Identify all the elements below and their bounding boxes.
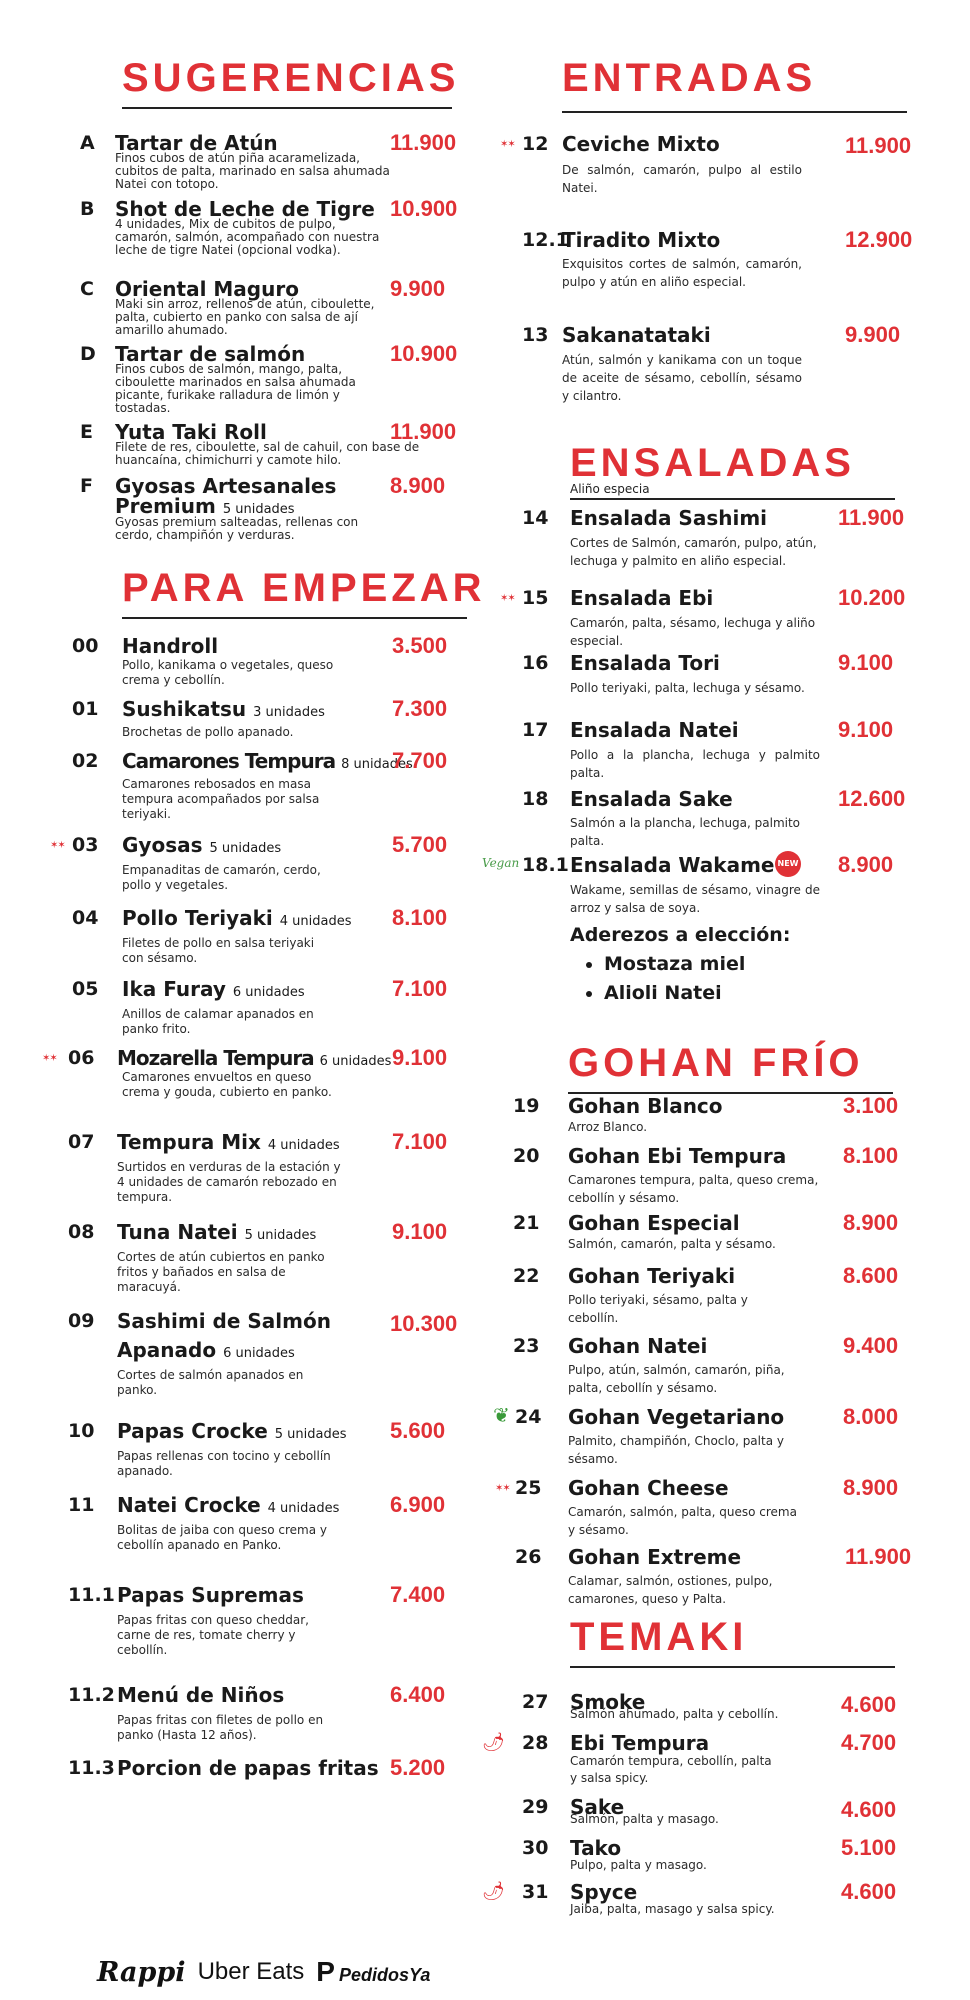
item-name: Ensalada Wakame	[570, 853, 775, 877]
section-title: ENTRADAS	[562, 56, 817, 100]
item-name: Tuna Natei 5 unidades	[117, 1220, 317, 1244]
item-price: 7.100	[392, 976, 448, 1001]
rappi-logo: Rappi	[97, 1956, 186, 1988]
item-price: 11.900	[845, 133, 912, 158]
item-price: 5.200	[390, 1755, 446, 1780]
item-price: 9.100	[392, 1045, 448, 1070]
item-code: 26	[515, 1546, 542, 1568]
pedidosya-logo: P PedidosYa	[316, 1956, 431, 1987]
item-description: Pollo teriyaki, palta, lechuga y sésamo.	[570, 681, 805, 695]
item-description: Arroz Blanco.	[568, 1120, 648, 1134]
item-code: 05	[72, 978, 99, 1000]
item-code: 18	[522, 788, 549, 810]
section-gohan-frio	[568, 1040, 893, 1094]
item-code: 06	[68, 1047, 95, 1069]
item-price: 8.900	[843, 1210, 899, 1235]
item-code: 03	[72, 834, 99, 856]
item-code: 04	[72, 907, 99, 929]
item-price: 3.100	[843, 1093, 899, 1118]
divider	[562, 111, 907, 113]
section-ensaladas	[570, 440, 895, 500]
item-name: Tako	[570, 1836, 622, 1860]
item-price: 8.900	[390, 473, 446, 498]
item-code: 08	[68, 1221, 95, 1243]
item-code: 23	[513, 1335, 540, 1357]
item-units: 6 unidades	[319, 1054, 392, 1069]
item-name: Gohan Ebi Tempura	[568, 1144, 787, 1168]
item-code: 31	[522, 1881, 549, 1903]
item-name: Papas Crocke 5 unidades	[117, 1419, 347, 1443]
item-name: Camarones Tempura 8 unidades	[122, 749, 413, 773]
item-name-line2: Premium 5 unidades	[115, 494, 295, 518]
item-name: Gohan Teriyaki	[568, 1264, 736, 1288]
item-code: 17	[522, 719, 549, 741]
item-name: Gohan Extreme	[568, 1545, 742, 1569]
section-title: PARA EMPEZAR	[122, 566, 486, 610]
item-units: 5 unidades	[222, 502, 295, 517]
item-code: D	[80, 343, 96, 365]
item-name: Sakanatataki	[562, 323, 711, 347]
item-code: 12	[522, 133, 549, 155]
item-price: 11.900	[390, 130, 457, 155]
item-name: Gohan Natei	[568, 1334, 708, 1358]
item-description: Wakame, semillas de sésamo, vinagre de arroz y salsa de soya.	[570, 883, 820, 915]
item-price: 8.100	[392, 905, 448, 930]
uber-eats-logo: Uber Eats	[197, 1958, 305, 1985]
item-code: 21	[513, 1212, 540, 1234]
item-price: 12.900	[845, 227, 913, 252]
chef-recommend-icon: ✶✶	[495, 1483, 510, 1494]
aderezos-title: Aderezos a elección:	[570, 924, 791, 946]
item-units: 5 unidades	[209, 841, 282, 856]
item-code: 13	[522, 324, 549, 346]
item-code: 12.1	[522, 229, 569, 251]
item-price: 11.900	[845, 1544, 912, 1569]
item-name: Menú de Niños	[117, 1683, 285, 1707]
item-name: Yuta Taki Roll	[115, 420, 267, 444]
item-price: 10.900	[390, 196, 458, 221]
item-name: Ensalada Sashimi	[570, 506, 768, 530]
item-name: Ensalada Ebi	[570, 586, 714, 610]
item-description: Camarón, salmón, palta, queso crema y sésamo.	[568, 1505, 797, 1537]
item-description: Camarón tempura, cebollín, palta y salsa spicy.	[570, 1754, 772, 1785]
item-description: Pulpo, atún, salmón, camarón, piña, palta, cebollín y sésamo.	[568, 1363, 785, 1395]
item-description: Papas rellenas con tocino y cebollín apanado.	[117, 1449, 331, 1478]
item-price: 8.900	[838, 852, 894, 877]
item-name: Ensalada Sake	[570, 787, 733, 811]
item-description: Filete de res, ciboulette, sal de cahuil, con base de huancaína, chimichurri y camote hilo.	[115, 440, 420, 467]
item-name: Papas Supremas	[117, 1583, 304, 1607]
section-sugerencias	[122, 55, 460, 109]
item-units: 5 unidades	[274, 1427, 347, 1442]
item-description: Anillos de calamar apanados en panko frito.	[122, 1007, 314, 1036]
section-temaki	[570, 1614, 895, 1668]
chili-icon: 🌶	[482, 1881, 505, 1902]
item-code: 11	[68, 1494, 95, 1516]
divider	[122, 617, 467, 619]
item-code: E	[80, 421, 93, 443]
item-price: 9.900	[390, 276, 446, 301]
item-name: Ceviche Mixto	[562, 132, 720, 156]
item-units: 4 unidades	[279, 914, 352, 929]
item-price: 4.600	[841, 1879, 897, 1904]
divider	[122, 107, 452, 109]
item-name: Porcion de papas fritas	[117, 1756, 379, 1780]
item-description: Brochetas de pollo apanado.	[122, 725, 294, 739]
chef-recommend-icon: ✶✶	[500, 593, 515, 604]
divider	[570, 498, 895, 500]
chef-recommend-icon: ✶✶	[500, 139, 515, 150]
item-description: Pollo teriyaki, sésamo, palta y cebollín.	[568, 1293, 748, 1325]
item-name-line2: Apanado 6 unidades	[117, 1338, 295, 1362]
item-price: 5.700	[392, 832, 448, 857]
item-units: 6 unidades	[232, 985, 305, 1000]
item-name: Oriental Maguro	[115, 277, 299, 301]
item-code: 18.1	[522, 854, 569, 876]
item-name: Smoke	[570, 1690, 646, 1714]
item-description: Camarones rebosados en masa tempura acompañados por salsa teriyaki.	[122, 777, 320, 821]
item-description: Pollo, kanikama o vegetales, queso crema y cebollín.	[122, 658, 334, 687]
item-name: Natei Crocke 4 unidades	[117, 1493, 340, 1517]
item-name: Pollo Teriyaki 4 unidades	[122, 906, 352, 930]
section-title: TEMAKI	[570, 1615, 748, 1659]
item-description: Palmito, champiñón, Choclo, palta y sésamo.	[568, 1434, 784, 1466]
item-code: A	[80, 132, 95, 154]
chef-recommend-icon: ✶✶	[42, 1053, 57, 1064]
section-title: ENSALADAS	[570, 441, 855, 485]
item-price: 4.600	[841, 1692, 897, 1717]
item-description: Salmón, camarón, palta y sésamo.	[568, 1237, 776, 1251]
item-name: Sashimi de Salmón	[117, 1309, 331, 1333]
item-name: Tartar de Atún	[115, 131, 278, 155]
item-code: 00	[72, 635, 99, 657]
item-name: Gohan Cheese	[568, 1476, 729, 1500]
item-description: Papas fritas con queso cheddar, carne de res, tomate cherry y cebollín.	[117, 1613, 309, 1657]
vegetarian-leaf-icon: ❦	[493, 1403, 510, 1427]
item-code: 19	[513, 1095, 540, 1117]
aderezos-block	[570, 924, 870, 1008]
section-title: GOHAN FRÍO	[568, 1041, 864, 1085]
item-price: 7.100	[392, 1129, 448, 1154]
aderezos-list	[570, 950, 870, 1008]
item-name: Gohan Especial	[568, 1211, 740, 1235]
section-entradas	[562, 55, 907, 113]
item-code: C	[80, 278, 94, 300]
item-code: 27	[522, 1691, 549, 1713]
item-description: 4 unidades, Mix de cubitos de pulpo, camarón, salmón, acompañado con nuestra leche de tigre Natei (opcional vodka).	[115, 217, 380, 257]
divider	[570, 1666, 895, 1668]
item-name: Ika Furay 6 unidades	[122, 977, 305, 1001]
item-price: 8.900	[843, 1475, 899, 1500]
item-units: 8 unidades	[341, 757, 413, 772]
item-price: 9.900	[845, 322, 901, 347]
item-description: Finos cubos de salmón, mango, palta, ciboulette marinados en salsa ahumada picante, furikake ralladura de limón y tostadas.	[115, 362, 356, 415]
item-code: 09	[68, 1310, 95, 1332]
item-description: Surtidos en verduras de la estación y 4 unidades de camarón rebozado en tempura.	[117, 1160, 341, 1204]
item-price: 9.100	[392, 1219, 448, 1244]
item-price: 6.400	[390, 1682, 446, 1707]
item-name: Shot de Leche de Tigre	[115, 197, 375, 221]
item-code: 11.2	[68, 1684, 115, 1706]
item-price: 7.400	[390, 1582, 446, 1607]
item-description: Papas fritas con filetes de pollo en panko (Hasta 12 años).	[117, 1713, 324, 1742]
item-price: 3.500	[392, 633, 448, 658]
item-description: Bolitas de jaiba con queso crema y cebollín apanado en Panko.	[117, 1523, 327, 1552]
item-description: Filetes de pollo en salsa teriyaki con sésamo.	[122, 936, 315, 965]
item-name: Gohan Vegetariano	[568, 1405, 785, 1429]
item-name: Sushikatsu 3 unidades	[122, 697, 325, 721]
item-price: 8.100	[843, 1143, 899, 1168]
item-price: 11.900	[390, 419, 457, 444]
item-price: 9.100	[838, 717, 894, 742]
item-price: 10.200	[838, 585, 906, 610]
chef-recommend-icon: ✶✶	[50, 840, 65, 851]
item-name: Mozarella Tempura 6 unidades	[117, 1046, 392, 1070]
item-price: 5.600	[390, 1418, 446, 1443]
item-name: Tiradito Mixto	[562, 228, 721, 252]
item-price: 10.900	[390, 341, 458, 366]
item-price: 12.600	[838, 786, 906, 811]
item-code: 14	[522, 507, 549, 529]
item-code: 22	[513, 1265, 540, 1287]
item-price: 6.900	[390, 1492, 446, 1517]
section-title: SUGERENCIAS	[122, 56, 460, 100]
item-units: 5 unidades	[244, 1228, 317, 1243]
item-name: Gyosas 5 unidades	[122, 833, 282, 857]
aderezo-item: • Mostaza miel	[604, 950, 870, 979]
item-code: 30	[522, 1837, 549, 1859]
item-units: 6 unidades	[223, 1346, 295, 1361]
item-description: Pollo a la plancha, lechuga y palmito palta.	[570, 748, 820, 780]
item-name: Sake	[570, 1795, 625, 1819]
item-units: 4 unidades	[267, 1501, 340, 1516]
item-description: Exquisitos cortes de salmón, camarón, pulpo y atún en aliño especial.	[562, 257, 802, 289]
item-code: 24	[515, 1406, 542, 1428]
delivery-logos	[97, 1955, 442, 1989]
item-code: 25	[515, 1477, 542, 1499]
item-code: 16	[522, 652, 549, 674]
item-description: Atún, salmón y kanikama con un toque de aceite de sésamo, cebollín, sésamo y cilantro.	[562, 353, 802, 403]
item-price: 10.300	[390, 1311, 458, 1336]
item-code: 01	[72, 698, 99, 720]
new-badge-icon: NEW	[775, 851, 801, 877]
item-code: B	[80, 198, 95, 220]
item-description: Cortes de salmón apanados en panko.	[117, 1368, 304, 1397]
item-name: Ensalada Tori	[570, 651, 720, 675]
item-price: 11.900	[838, 505, 905, 530]
item-description: Finos cubos de atún piña acaramelizada, cubitos de palta, marinado en salsa ahumada Natei con totopo.	[115, 151, 390, 191]
item-description: Camarón, palta, sésamo, lechuga y aliño especial.	[570, 616, 816, 648]
item-description: Camarones tempura, palta, queso crema, cebollín y sésamo.	[568, 1173, 819, 1205]
item-description: Camarones envueltos en queso crema y gouda, cubierto en panko.	[122, 1070, 332, 1099]
item-price: 7.300	[392, 696, 448, 721]
item-name: Handroll	[122, 634, 219, 658]
item-name: Ensalada Natei	[570, 718, 739, 742]
item-name: Tempura Mix 4 unidades	[117, 1130, 340, 1154]
item-code: 29	[522, 1796, 549, 1818]
item-description: Empanaditas de camarón, cerdo, pollo y vegetales.	[122, 863, 321, 892]
item-price: 5.100	[841, 1835, 897, 1860]
section-subtitle: Aliño especia	[570, 482, 650, 496]
item-description: Cortes de Salmón, camarón, pulpo, atún, lechuga y palmito en aliño especial.	[570, 536, 817, 568]
aderezo-item: • Alioli Natei	[604, 979, 870, 1008]
item-code: 15	[522, 587, 549, 609]
pedidosya-icon: P	[316, 1956, 335, 1987]
item-code: F	[80, 475, 93, 497]
item-code: 02	[72, 750, 99, 772]
item-name: Spyce	[570, 1880, 638, 1904]
item-code: 20	[513, 1145, 540, 1167]
item-description: Salmón, palta y masago.	[570, 1812, 719, 1826]
item-price: 9.400	[843, 1333, 899, 1358]
item-price: 8.600	[843, 1263, 899, 1288]
item-code: 07	[68, 1131, 95, 1153]
item-code: 10	[68, 1420, 95, 1442]
item-price: 8.000	[843, 1404, 899, 1429]
item-description: Gyosas premium salteadas, rellenas con cerdo, champiñón y verduras.	[115, 515, 359, 542]
item-name: Gohan Blanco	[568, 1094, 723, 1118]
section-para-empezar	[122, 565, 486, 619]
item-code: 11.3	[68, 1757, 115, 1779]
item-name: Tartar de salmón	[115, 342, 306, 366]
item-description: Pulpo, palta y masago.	[570, 1858, 707, 1872]
item-description: Calamar, salmón, ostiones, pulpo, camarones, queso y Palta.	[568, 1574, 773, 1606]
item-code: 28	[522, 1732, 549, 1754]
item-description: Salmón ahumado, palta y cebollín.	[570, 1707, 779, 1721]
item-description: Salmón a la plancha, lechuga, palmito palta.	[570, 816, 801, 848]
item-description: Jaiba, palta, masago y salsa spicy.	[570, 1902, 775, 1916]
vegan-icon: Vegan	[482, 856, 520, 870]
item-price: 4.700	[841, 1730, 897, 1755]
chili-icon: 🌶	[482, 1732, 505, 1753]
item-price: 7.700	[392, 748, 448, 773]
item-description: De salmón, camarón, pulpo al estilo Natei.	[562, 163, 802, 195]
item-price: 4.600	[841, 1797, 897, 1822]
item-units: 3 unidades	[253, 705, 325, 720]
item-units: 4 unidades	[267, 1138, 340, 1153]
item-name: Ebi Tempura	[570, 1731, 710, 1755]
item-code: 11.1	[68, 1584, 115, 1606]
item-price: 9.100	[838, 650, 894, 675]
item-name: Gyosas Artesanales	[115, 474, 337, 498]
item-description: Cortes de atún cubiertos en panko fritos y bañados en salsa de maracuyá.	[117, 1250, 325, 1294]
item-description: Maki sin arroz, rellenos de atún, ciboulette, palta, cubierto en panko con salsa de ají amarillo ahumado.	[115, 297, 375, 337]
